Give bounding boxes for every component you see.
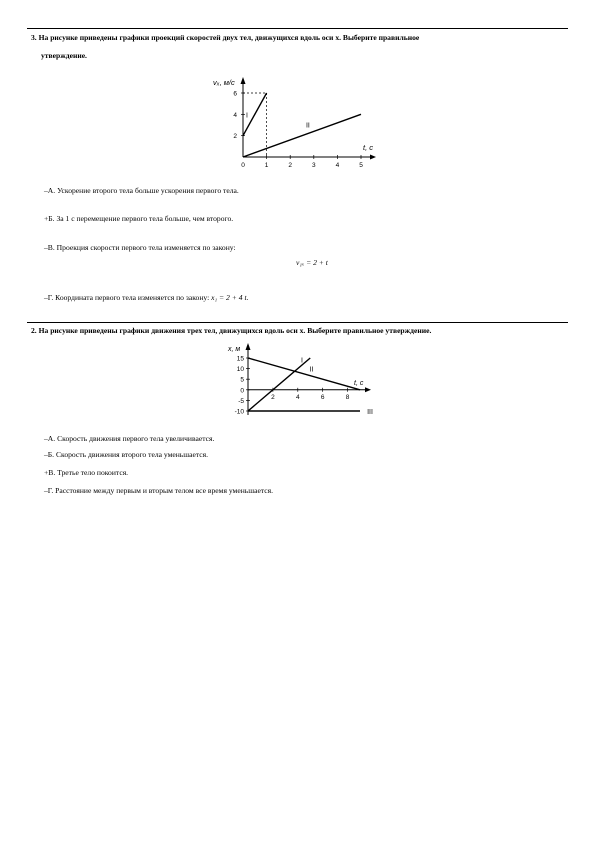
x-axis-arrow [365,387,371,392]
option-3a: –А. Ускорение второго тела больше ускорения первого тела. [44,186,239,195]
x-axis-arrow [370,155,376,160]
x-tick-label: 4 [335,162,340,169]
x-axis-label: t, с [363,143,374,152]
x-tick-label: 3 [311,162,316,169]
x-tick-label: 0 [241,162,245,169]
option-2c: +В. Третье тело покоится. [44,468,129,477]
y-axis-label: x, м [228,346,241,353]
x-tick-label: 2 [288,162,293,169]
option-2a: –А. Скорость движения первого тела увеличивается. [44,434,215,443]
x-axis-label: t, с [354,379,364,387]
y-tick-label: -10 [234,408,244,416]
y-tick-label: -5 [238,397,244,405]
question-3-text-line-2: утверждение. [41,51,87,60]
position-chart [222,342,372,422]
series-label: I [246,112,248,120]
option-3c: –В. Проекция скорости первого тела изменяется по закону: [44,243,236,252]
question-2-text: 2. На рисунке приведены графики движения трех тел, движущихся вдоль оси x. Выберите правильное утверждение. [31,326,432,335]
y-axis-arrow [246,343,251,350]
y-tick-label: 10 [236,366,244,374]
option-3c-formula: v₁ₓ = 2 + t [296,258,328,267]
x-tick-label: 8 [345,393,350,401]
velocity-chart [205,72,375,177]
option-3d [44,293,248,303]
option-3d-text: –Г. Координата первого тела изменяется по закону: [44,293,210,302]
y-axis-arrow [241,77,246,84]
series-label: III [367,409,373,416]
option-2b: –Б. Скорость движения второго тела уменьшается. [44,450,209,459]
option-2d: –Г. Расстояние между первым и вторым телом все время уменьшается. [44,486,274,495]
y-tick-label: 0 [240,387,244,395]
option-3d-formula: x₁ = 2 + 4 t. [211,293,249,302]
series-label: II [309,366,314,374]
series-line [243,114,361,157]
x-tick-label: 5 [359,162,363,169]
series-label: I [301,357,303,365]
y-axis-label: vₓ, м/с [213,78,235,87]
y-tick-label: 4 [233,111,237,119]
y-tick-label: 2 [233,133,237,141]
y-tick-label: 15 [236,355,244,363]
option-3b: +Б. За 1 с перемещение первого тела больше, чем второго. [44,214,234,223]
y-tick-label: 5 [240,376,244,384]
y-tick-label: 6 [233,90,237,98]
x-tick-label: 1 [264,162,269,169]
x-tick-label: 4 [295,393,300,401]
top-divider [27,28,568,29]
x-tick-label: 6 [320,393,325,401]
question-3-text-line-1: 3. На рисунке приведены графики проекций скоростей двух тел, движущихся вдоль оси x. Выберите правильное [31,33,420,42]
x-tick-label: 2 [271,393,275,401]
series-line [248,358,310,411]
series-label: II [305,122,310,130]
middle-divider [27,322,568,323]
